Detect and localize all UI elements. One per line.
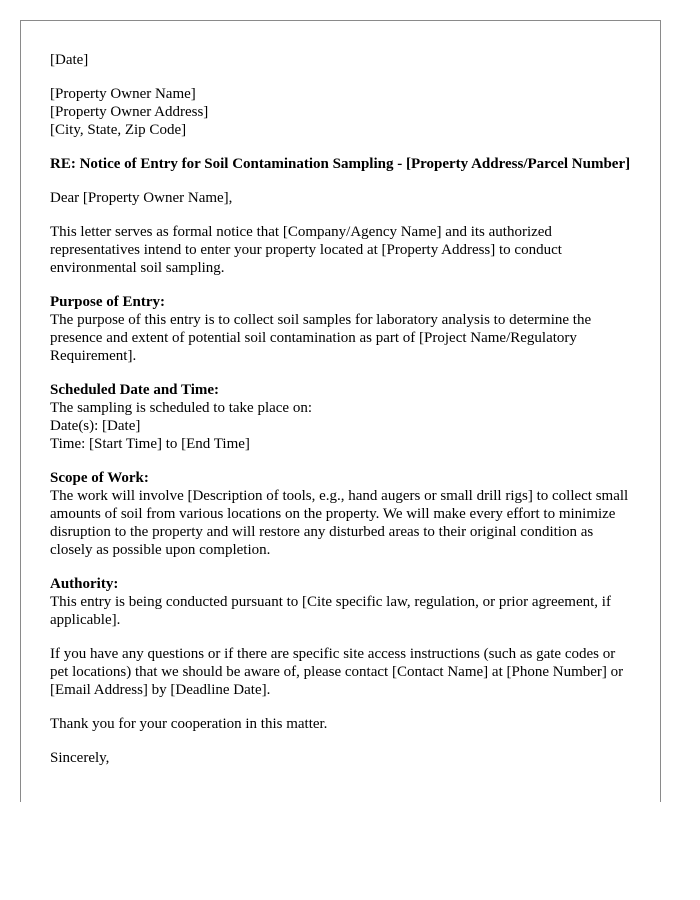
letter-page bbox=[20, 20, 661, 802]
schedule-intro: The sampling is scheduled to take place on: bbox=[50, 400, 313, 416]
scope-section bbox=[50, 469, 632, 559]
recipient-address: [Property Owner Address] bbox=[50, 104, 209, 120]
schedule-section bbox=[50, 381, 632, 453]
recipient-city-state-zip: [City, State, Zip Code] bbox=[50, 122, 187, 138]
subject-line: RE: Notice of Entry for Soil Contamination Sampling - [Property Address/Parcel Number] bbox=[50, 156, 631, 172]
date-text: [Date] bbox=[50, 52, 89, 68]
purpose-body: The purpose of this entry is to collect soil samples for laboratory analysis to determine the presence and extent of potential soil contamination as part of [Project Name/Regulatory Requirement]. bbox=[50, 312, 592, 364]
schedule-heading: Scheduled Date and Time: bbox=[50, 382, 220, 398]
contact-paragraph: If you have any questions or if there are specific site access instructions (such as gate codes or pet locations) that we should be aware of, please contact [Contact Name] at [Phone Number] or [Email Address] by [Deadline Date]. bbox=[50, 646, 624, 698]
purpose-heading: Purpose of Entry: bbox=[50, 294, 165, 310]
recipient-name: [Property Owner Name] bbox=[50, 86, 196, 102]
authority-heading: Authority: bbox=[50, 576, 119, 592]
intro-paragraph: This letter serves as formal notice that [Company/Agency Name] and its authorized representatives intend to enter your property located at [Property Address] to conduct environmental soil sampling. bbox=[50, 224, 562, 276]
thanks-paragraph: Thank you for your cooperation in this matter. bbox=[50, 716, 328, 732]
scope-heading: Scope of Work: bbox=[50, 470, 149, 486]
purpose-section bbox=[50, 293, 632, 365]
authority-section bbox=[50, 575, 632, 629]
recipient-address-block bbox=[50, 85, 632, 139]
scope-body: The work will involve [Description of tools, e.g., hand augers or small drill rigs] to collect small amounts of soil from various locations on the property. We will make every effort to minimize disruption to the property and will restore any disturbed areas to their original condition as closely as possible upon completion. bbox=[50, 488, 629, 558]
letter-date bbox=[50, 51, 632, 69]
authority-body: This entry is being conducted pursuant to [Cite specific law, regulation, or prior agreement, if applicable]. bbox=[50, 594, 611, 628]
schedule-time: Time: [Start Time] to [End Time] bbox=[50, 436, 250, 452]
salutation: Dear [Property Owner Name], bbox=[50, 190, 233, 206]
schedule-dates: Date(s): [Date] bbox=[50, 418, 141, 434]
closing: Sincerely, bbox=[50, 750, 110, 766]
